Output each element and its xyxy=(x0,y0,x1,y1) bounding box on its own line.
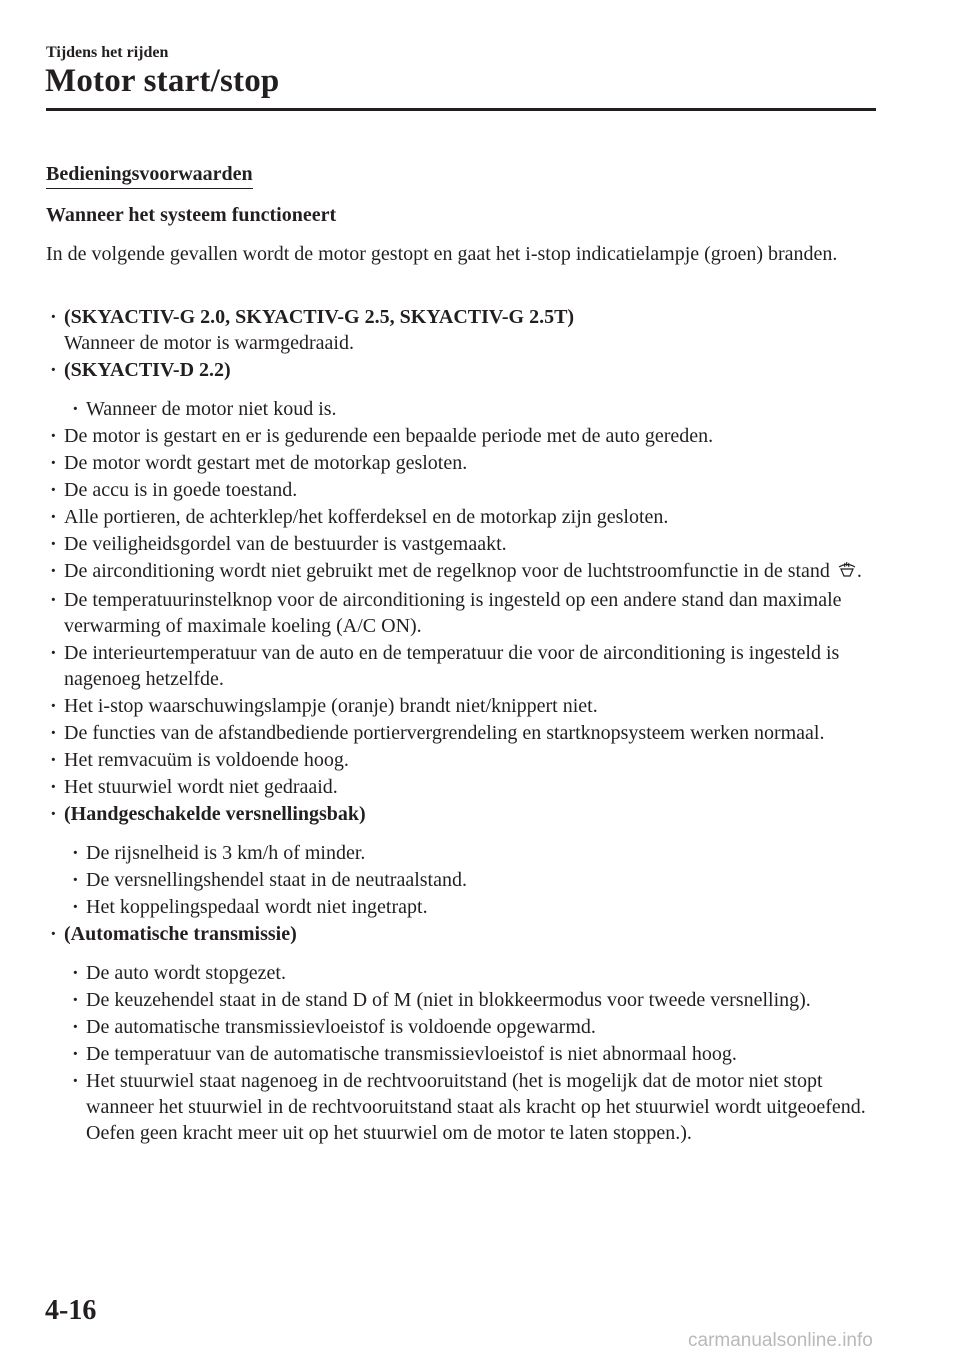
list-item xyxy=(46,504,876,530)
list-item xyxy=(46,987,876,1013)
subheading: Bedieningsvoorwaarden xyxy=(46,162,253,189)
condition-text: Alle portieren, de achterklep/het kofferdeksel en de motorkap zijn gesloten. xyxy=(64,506,669,528)
list-item xyxy=(46,1041,876,1067)
watermark: carmanualsonline.info xyxy=(688,1330,873,1351)
list-item xyxy=(46,1014,876,1040)
list-item xyxy=(46,423,876,449)
condition-text: De veiligheidsgordel van de bestuurder is vastgemaakt. xyxy=(64,533,507,555)
bullet: · xyxy=(72,1016,79,1038)
list-item xyxy=(46,1068,876,1146)
list-item xyxy=(46,396,876,422)
condition-text: Het i-stop waarschuwingslampje (oranje) brandt niet/knippert niet. xyxy=(64,695,598,717)
bullet: · xyxy=(50,359,57,381)
intro-paragraph: In de volgende gevallen wordt de motor gestopt en gaat het i-stop indicatielampje (groen) branden. xyxy=(46,243,838,265)
condition-text: Het remvacuüm is voldoende hoog. xyxy=(64,749,349,771)
list-item xyxy=(46,357,876,383)
section-label: Tijdens het rijden xyxy=(46,44,169,61)
list-item xyxy=(46,801,876,827)
bullet: · xyxy=(72,989,79,1011)
list-item xyxy=(46,531,876,557)
manual-sub-text: De versnellingshendel staat in de neutraalstand. xyxy=(86,869,467,891)
bullet: · xyxy=(72,1043,79,1065)
title-rule xyxy=(46,108,876,111)
list-item xyxy=(46,747,876,773)
bullet: · xyxy=(72,869,79,891)
list-item xyxy=(46,720,876,746)
bullet: · xyxy=(50,722,57,744)
bullet: · xyxy=(50,923,57,945)
condition-list xyxy=(46,304,876,1147)
list-item xyxy=(46,587,876,639)
condition-text-end: . xyxy=(856,560,862,582)
list-item xyxy=(46,774,876,800)
bullet: · xyxy=(50,452,57,474)
bullet: · xyxy=(50,533,57,555)
auto-sub-text: De automatische transmissievloeistof is voldoende opgewarmd. xyxy=(86,1016,596,1038)
condition-text: De accu is in goede toestand. xyxy=(64,479,298,501)
list-item xyxy=(46,693,876,719)
condition-text: De airconditioning wordt niet gebruikt met de regelknop voor de luchtstroomfunctie in de stand xyxy=(64,560,830,582)
condition-text: De functies van de afstandbediende portiervergrendeling en startknopsysteem werken normaal. xyxy=(64,722,825,744)
condition-heading: Wanneer het systeem functioneert xyxy=(46,204,337,226)
windshield-defroster-icon xyxy=(837,560,857,586)
condition-text: De temperatuurinstelknop voor de airconditioning is ingesteld op een andere stand dan maximale verwarming of maximale koeling (A/C ON). xyxy=(64,589,842,637)
manual-sub-text: De rijsnelheid is 3 km/h of minder. xyxy=(86,842,366,864)
bullet: · xyxy=(50,506,57,528)
condition-text: Het stuurwiel wordt niet gedraaid. xyxy=(64,776,338,798)
condition-text: De motor is gestart en er is gedurende een bepaalde periode met de auto gereden. xyxy=(64,425,714,447)
bullet: · xyxy=(50,425,57,447)
bullet: · xyxy=(72,1070,79,1092)
bullet: · xyxy=(72,842,79,864)
engine-d-sub: Wanneer de motor niet koud is. xyxy=(86,398,337,420)
bullet: · xyxy=(50,306,57,328)
auto-sub-text: De auto wordt stopgezet. xyxy=(86,962,286,984)
list-item xyxy=(46,840,876,866)
list-item xyxy=(46,477,876,503)
list-item xyxy=(46,450,876,476)
bullet: · xyxy=(72,896,79,918)
page-number: 4-16 xyxy=(45,1295,97,1326)
bullet: · xyxy=(72,962,79,984)
auto-sub-text: De temperatuur van de automatische transmissievloeistof is niet abnormaal hoog. xyxy=(86,1043,737,1065)
auto-sub-text: Het stuurwiel staat nagenoeg in de rechtvooruitstand (het is mogelijk dat de motor niet stopt wanneer het stuurwiel in de rechtvooruitstand staat als kracht op het stuurwiel wordt uitgeoefend. Oefen geen kracht meer uit op het stuurwiel om de motor te laten stoppen.). xyxy=(86,1070,866,1144)
bullet: · xyxy=(50,560,57,582)
bullet: · xyxy=(50,589,57,611)
bullet: · xyxy=(50,479,57,501)
engine-d-label: (SKYACTIV-D 2.2) xyxy=(64,359,231,381)
manual-transmission-label: (Handgeschakelde versnellingsbak) xyxy=(64,803,366,825)
list-item xyxy=(46,304,876,356)
list-item xyxy=(46,960,876,986)
automatic-transmission-label: (Automatische transmissie) xyxy=(64,923,297,945)
engine-g-label: (SKYACTIV-G 2.0, SKYACTIV-G 2.5, SKYACTIV-G 2.5T) xyxy=(64,306,575,328)
engine-g-text: Wanneer de motor is warmgedraaid. xyxy=(64,332,354,354)
condition-text: De motor wordt gestart met de motorkap gesloten. xyxy=(64,452,468,474)
bullet: · xyxy=(50,803,57,825)
bullet: · xyxy=(50,695,57,717)
list-item xyxy=(46,894,876,920)
condition-text: De interieurtemperatuur van de auto en de temperatuur die voor de airconditioning is ingesteld is nagenoeg hetzelfde. xyxy=(64,642,840,690)
bullet: · xyxy=(50,642,57,664)
list-item xyxy=(46,640,876,692)
bullet: · xyxy=(50,776,57,798)
list-item xyxy=(46,558,876,586)
page-title: Motor start/stop xyxy=(45,63,280,99)
bullet: · xyxy=(50,749,57,771)
bullet: · xyxy=(72,398,79,420)
manual-sub-text: Het koppelingspedaal wordt niet ingetrapt. xyxy=(86,896,428,918)
list-item xyxy=(46,867,876,893)
list-item xyxy=(46,921,876,947)
auto-sub-text: De keuzehendel staat in de stand D of M (niet in blokkeermodus voor tweede versnelling). xyxy=(86,989,811,1011)
